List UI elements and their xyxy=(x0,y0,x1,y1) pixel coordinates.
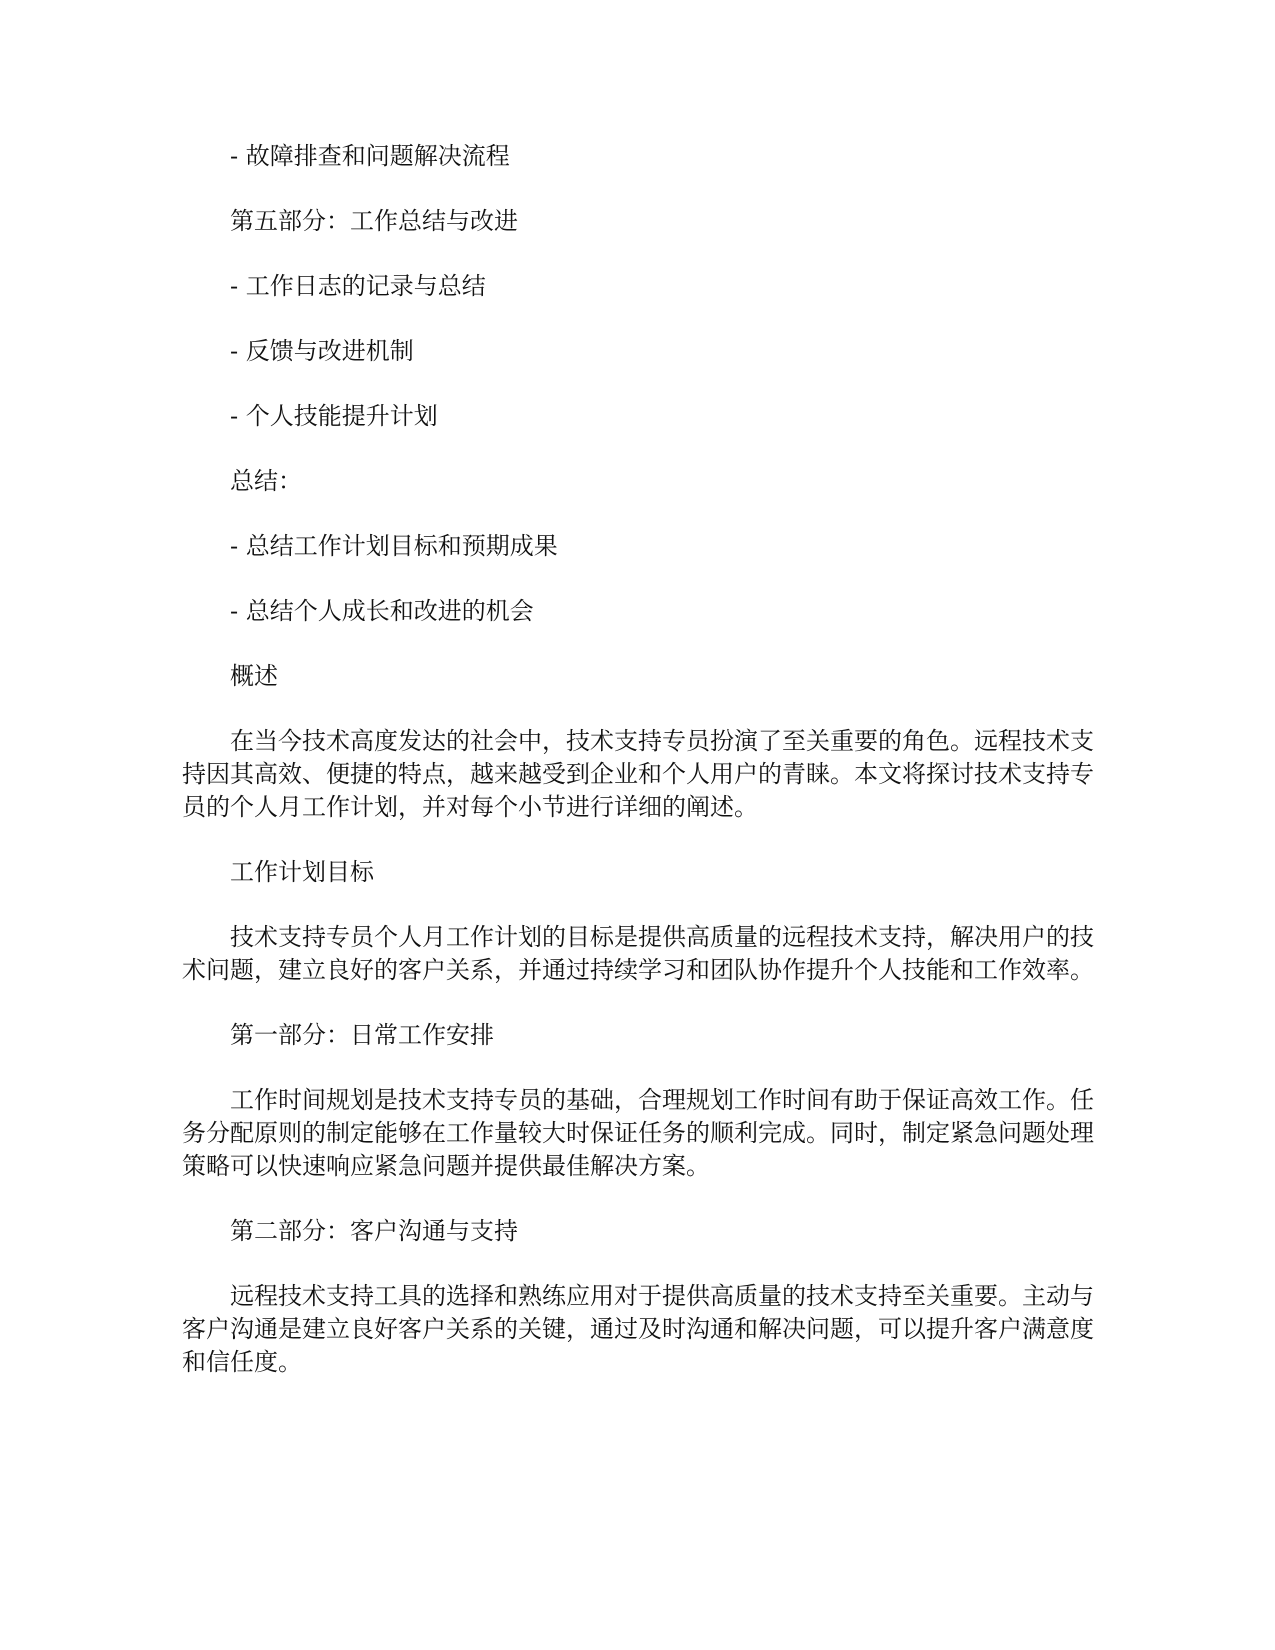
section-heading-part2: 第二部分：客户沟通与支持 xyxy=(230,1217,518,1245)
list-item-skill-plan: - 个人技能提升计划 xyxy=(230,402,438,430)
list-item-work-log: - 工作日志的记录与总结 xyxy=(230,272,486,300)
list-item-feedback: - 反馈与改进机制 xyxy=(230,337,414,365)
section-heading-goals: 工作计划目标 xyxy=(230,858,374,886)
paragraph-overview: 在当今技术高度发达的社会中，技术支持专员扮演了至关重要的角色。远程技术支持因其高效、便捷的特点，越来越受到企业和个人用户的青睐。本文将探讨技术支持专员的个人月工作计划，并对每个小节进行详细的阐述。 xyxy=(182,727,1094,821)
list-item-troubleshooting: - 故障排查和问题解决流程 xyxy=(230,142,510,170)
paragraph-part1: 工作时间规划是技术支持专员的基础，合理规划工作时间有助于保证高效工作。任务分配原则的制定能够在工作量较大时保证任务的顺利完成。同时，制定紧急问题处理策略可以快速响应紧急问题并提供最佳解决方案。 xyxy=(182,1086,1094,1180)
section-heading-overview: 概述 xyxy=(230,662,278,690)
section-heading-summary: 总结： xyxy=(230,467,302,495)
document-body xyxy=(182,140,1094,1411)
list-item-summary-growth: - 总结个人成长和改进的机会 xyxy=(230,597,534,625)
section-heading-part5: 第五部分：工作总结与改进 xyxy=(230,207,518,235)
section-heading-part1: 第一部分：日常工作安排 xyxy=(230,1021,494,1049)
paragraph-goals: 技术支持专员个人月工作计划的目标是提供高质量的远程技术支持，解决用户的技术问题，建立良好的客户关系，并通过持续学习和团队协作提升个人技能和工作效率。 xyxy=(182,923,1094,984)
list-item-summary-goals: - 总结工作计划目标和预期成果 xyxy=(230,532,558,560)
paragraph-part2: 远程技术支持工具的选择和熟练应用对于提供高质量的技术支持至关重要。主动与客户沟通是建立良好客户关系的关键，通过及时沟通和解决问题，可以提升客户满意度和信任度。 xyxy=(182,1282,1094,1376)
